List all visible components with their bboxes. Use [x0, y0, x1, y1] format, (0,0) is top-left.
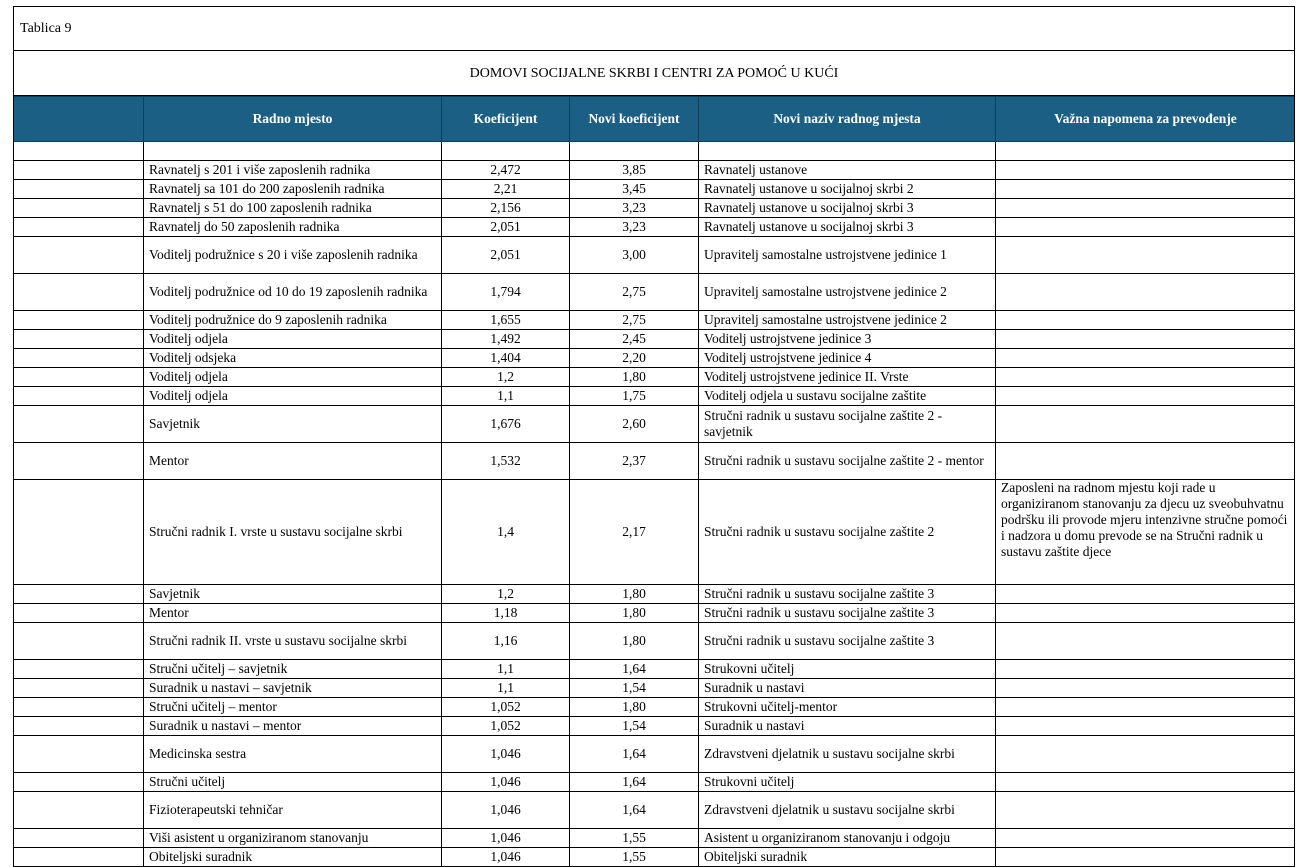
koeficijent-cell: 2,472: [442, 161, 570, 180]
napomena-cell: [996, 585, 1296, 604]
radno-mjesto-cell: Obiteljski suradnik: [144, 848, 442, 867]
napomena-cell: [996, 623, 1296, 660]
radno-mjesto-cell: Savjetnik: [144, 585, 442, 604]
koeficijent-cell: 1,492: [442, 330, 570, 349]
koeficijent-cell: 2,051: [442, 218, 570, 237]
header-radno-mjesto: Radno mjesto: [144, 97, 442, 142]
radno-mjesto-cell: Voditelj podružnice od 10 do 19 zaposlenih radnika: [144, 274, 442, 311]
radno-mjesto-cell: Ravnatelj sa 101 do 200 zaposlenih radnika: [144, 180, 442, 199]
novi-naziv-cell: Asistent u organiziranom stanovanju i odgoju: [699, 829, 996, 848]
napomena-cell: [996, 161, 1296, 180]
table-row: [14, 717, 1296, 736]
napomena-cell: [996, 736, 1296, 773]
row-blank-cell: [14, 660, 144, 679]
table-row: [14, 443, 1296, 480]
novi-koeficijent-cell: 2,37: [570, 443, 699, 480]
novi-koeficijent-cell: 3,23: [570, 199, 699, 218]
koeficijent-cell: 1,655: [442, 311, 570, 330]
row-blank-cell: [14, 585, 144, 604]
napomena-cell: [996, 368, 1296, 387]
novi-koeficijent-cell: 3,85: [570, 161, 699, 180]
novi-naziv-cell: Voditelj ustrojstvene jedinice II. Vrste: [699, 368, 996, 387]
napomena-cell: [996, 660, 1296, 679]
novi-koeficijent-cell: 1,80: [570, 698, 699, 717]
napomena-cell: [996, 218, 1296, 237]
koeficijent-cell: 1,1: [442, 387, 570, 406]
napomena-cell: [996, 698, 1296, 717]
novi-naziv-cell: Zdravstveni djelatnik u sustavu socijalne skrbi: [699, 736, 996, 773]
novi-koeficijent-cell: 2,75: [570, 311, 699, 330]
table-row: [14, 829, 1296, 848]
napomena-cell: [996, 274, 1296, 311]
table-row: [14, 792, 1296, 829]
row-blank-cell: [14, 349, 144, 368]
novi-naziv-cell: Stručni radnik u sustavu socijalne zaštite 2: [699, 480, 996, 585]
table-row: [14, 237, 1296, 274]
koeficijent-cell: 1,2: [442, 368, 570, 387]
koeficijent-cell: 1,404: [442, 349, 570, 368]
napomena-cell: [996, 406, 1296, 443]
novi-koeficijent-cell: 1,55: [570, 848, 699, 867]
novi-koeficijent-cell: 3,00: [570, 237, 699, 274]
koeficijent-cell: 2,051: [442, 237, 570, 274]
novi-naziv-cell: Stručni radnik u sustavu socijalne zaštite 3: [699, 604, 996, 623]
novi-naziv-cell: Ravnatelj ustanove: [699, 161, 996, 180]
row-blank-cell: [14, 480, 144, 585]
novi-naziv-cell: Strukovni učitelj: [699, 773, 996, 792]
radno-mjesto-cell: Voditelj podružnice s 20 i više zaposlenih radnika: [144, 237, 442, 274]
koeficijent-cell: 2,21: [442, 180, 570, 199]
table-title: DOMOVI SOCIJALNE SKRBI I CENTRI ZA POMOĆ U KUĆI: [14, 51, 1294, 96]
table-row: [14, 274, 1296, 311]
empty-cell: [14, 142, 144, 161]
koeficijent-cell: 1,046: [442, 773, 570, 792]
novi-naziv-cell: Voditelj odjela u sustavu socijalne zaštite: [699, 387, 996, 406]
napomena-cell: [996, 848, 1296, 867]
novi-naziv-cell: Voditelj ustrojstvene jedinice 4: [699, 349, 996, 368]
row-blank-cell: [14, 717, 144, 736]
row-blank-cell: [14, 698, 144, 717]
novi-naziv-cell: Strukovni učitelj: [699, 660, 996, 679]
novi-naziv-cell: Voditelj ustrojstvene jedinice 3: [699, 330, 996, 349]
novi-naziv-cell: Stručni radnik u sustavu socijalne zaštite 3: [699, 585, 996, 604]
novi-naziv-cell: Upravitelj samostalne ustrojstvene jedinice 2: [699, 274, 996, 311]
radno-mjesto-cell: Stručni učitelj – mentor: [144, 698, 442, 717]
header-koeficijent: Koeficijent: [442, 97, 570, 142]
header-napomena: Važna napomena za prevođenje: [996, 97, 1296, 142]
novi-koeficijent-cell: 2,20: [570, 349, 699, 368]
napomena-cell: [996, 180, 1296, 199]
novi-koeficijent-cell: 2,17: [570, 480, 699, 585]
koeficijent-cell: 1,052: [442, 698, 570, 717]
novi-koeficijent-cell: 3,23: [570, 218, 699, 237]
radno-mjesto-cell: Suradnik u nastavi – mentor: [144, 717, 442, 736]
koeficijent-cell: 1,4: [442, 480, 570, 585]
koeficijent-cell: 1,046: [442, 792, 570, 829]
novi-koeficijent-cell: 2,60: [570, 406, 699, 443]
novi-naziv-cell: Upravitelj samostalne ustrojstvene jedinice 1: [699, 237, 996, 274]
novi-naziv-cell: Ravnatelj ustanove u socijalnoj skrbi 3: [699, 218, 996, 237]
koeficijent-cell: 1,16: [442, 623, 570, 660]
novi-koeficijent-cell: 1,80: [570, 623, 699, 660]
empty-cell: [996, 142, 1296, 161]
radno-mjesto-cell: Mentor: [144, 443, 442, 480]
header-blank: [14, 97, 144, 142]
row-blank-cell: [14, 161, 144, 180]
table-row: [14, 349, 1296, 368]
novi-naziv-cell: Ravnatelj ustanove u socijalnoj skrbi 3: [699, 199, 996, 218]
row-blank-cell: [14, 218, 144, 237]
koeficijent-cell: 1,1: [442, 660, 570, 679]
novi-koeficijent-cell: 1,55: [570, 829, 699, 848]
napomena-cell: [996, 773, 1296, 792]
radno-mjesto-cell: Savjetnik: [144, 406, 442, 443]
novi-koeficijent-cell: 1,54: [570, 679, 699, 698]
table-row: [14, 585, 1296, 604]
row-blank-cell: [14, 848, 144, 867]
napomena-cell: [996, 387, 1296, 406]
novi-naziv-cell: Stručni radnik u sustavu socijalne zaštite 2 - savjetnik: [699, 406, 996, 443]
napomena-cell: [996, 199, 1296, 218]
novi-naziv-cell: Stručni radnik u sustavu socijalne zaštite 2 - mentor: [699, 443, 996, 480]
novi-koeficijent-cell: 1,64: [570, 660, 699, 679]
row-blank-cell: [14, 792, 144, 829]
napomena-cell: [996, 829, 1296, 848]
novi-naziv-cell: Zdravstveni djelatnik u sustavu socijalne skrbi: [699, 792, 996, 829]
radno-mjesto-cell: Viši asistent u organiziranom stanovanju: [144, 829, 442, 848]
koeficijent-cell: 1,532: [442, 443, 570, 480]
koeficijent-cell: 1,2: [442, 585, 570, 604]
napomena-cell: [996, 443, 1296, 480]
novi-koeficijent-cell: 1,75: [570, 387, 699, 406]
radno-mjesto-cell: Voditelj odjela: [144, 368, 442, 387]
row-blank-cell: [14, 311, 144, 330]
koeficijent-cell: 1,18: [442, 604, 570, 623]
table-row: [14, 623, 1296, 660]
row-blank-cell: [14, 679, 144, 698]
table-row: [14, 368, 1296, 387]
row-blank-cell: [14, 274, 144, 311]
novi-koeficijent-cell: 1,64: [570, 792, 699, 829]
radno-mjesto-cell: Voditelj odjela: [144, 330, 442, 349]
header-novi-naziv: Novi naziv radnog mjesta: [699, 97, 996, 142]
napomena-cell: Zaposleni na radnom mjestu koji rade u organiziranom stanovanju za djecu uz sveobuhvatnu podršku ili provode mjeru intenzivne stručne pomoći i nadzora u domu prevode se na Stručni radnik u sustavu zaštite djece: [996, 480, 1296, 585]
table-row: [14, 406, 1296, 443]
radno-mjesto-cell: Medicinska sestra: [144, 736, 442, 773]
napomena-cell: [996, 237, 1296, 274]
empty-cell: [570, 142, 699, 161]
table-row: [14, 180, 1296, 199]
empty-cell: [699, 142, 996, 161]
radno-mjesto-cell: Stručni radnik II. vrste u sustavu socijalne skrbi: [144, 623, 442, 660]
napomena-cell: [996, 330, 1296, 349]
napomena-cell: [996, 311, 1296, 330]
row-blank-cell: [14, 773, 144, 792]
table-row: [14, 480, 1296, 585]
table-row: [14, 773, 1296, 792]
empty-cell: [442, 142, 570, 161]
radno-mjesto-cell: Ravnatelj s 51 do 100 zaposlenih radnika: [144, 199, 442, 218]
table-row: [14, 199, 1296, 218]
table-row: [14, 604, 1296, 623]
row-blank-cell: [14, 368, 144, 387]
novi-naziv-cell: Upravitelj samostalne ustrojstvene jedinice 2: [699, 311, 996, 330]
novi-koeficijent-cell: 1,64: [570, 736, 699, 773]
table-row: [14, 311, 1296, 330]
table-row: [14, 679, 1296, 698]
row-blank-cell: [14, 237, 144, 274]
koeficijent-cell: 1,052: [442, 717, 570, 736]
radno-mjesto-cell: Ravnatelj do 50 zaposlenih radnika: [144, 218, 442, 237]
empty-row: [14, 142, 1296, 161]
koeficijent-cell: 1,794: [442, 274, 570, 311]
table-row: [14, 660, 1296, 679]
table-row: [14, 736, 1296, 773]
table-row: [14, 330, 1296, 349]
napomena-cell: [996, 717, 1296, 736]
novi-naziv-cell: Ravnatelj ustanove u socijalnoj skrbi 2: [699, 180, 996, 199]
row-blank-cell: [14, 829, 144, 848]
novi-naziv-cell: Suradnik u nastavi: [699, 679, 996, 698]
novi-naziv-cell: Stručni radnik u sustavu socijalne zaštite 3: [699, 623, 996, 660]
row-blank-cell: [14, 406, 144, 443]
row-blank-cell: [14, 736, 144, 773]
radno-mjesto-cell: Voditelj podružnice do 9 zaposlenih radnika: [144, 311, 442, 330]
radno-mjesto-cell: Fizioterapeutski tehničar: [144, 792, 442, 829]
coefficient-table: [13, 96, 1295, 867]
table-row: [14, 848, 1296, 867]
table-row: [14, 698, 1296, 717]
novi-koeficijent-cell: 1,64: [570, 773, 699, 792]
row-blank-cell: [14, 604, 144, 623]
radno-mjesto-cell: Voditelj odsjeka: [144, 349, 442, 368]
row-blank-cell: [14, 443, 144, 480]
radno-mjesto-cell: Stručni radnik I. vrste u sustavu socijalne skrbi: [144, 480, 442, 585]
table-row: [14, 161, 1296, 180]
novi-koeficijent-cell: 3,45: [570, 180, 699, 199]
novi-naziv-cell: Obiteljski suradnik: [699, 848, 996, 867]
novi-naziv-cell: Suradnik u nastavi: [699, 717, 996, 736]
novi-koeficijent-cell: 1,80: [570, 368, 699, 387]
table-frame: [13, 6, 1295, 867]
radno-mjesto-cell: Voditelj odjela: [144, 387, 442, 406]
header-novi-koeficijent: Novi koeficijent: [570, 97, 699, 142]
radno-mjesto-cell: Stručni učitelj: [144, 773, 442, 792]
radno-mjesto-cell: Suradnik u nastavi – savjetnik: [144, 679, 442, 698]
napomena-cell: [996, 679, 1296, 698]
novi-koeficijent-cell: 1,80: [570, 585, 699, 604]
napomena-cell: [996, 604, 1296, 623]
empty-cell: [144, 142, 442, 161]
napomena-cell: [996, 349, 1296, 368]
koeficijent-cell: 1,046: [442, 736, 570, 773]
koeficijent-cell: 1,1: [442, 679, 570, 698]
table-caption: Tablica 9: [14, 7, 1294, 51]
koeficijent-cell: 1,046: [442, 829, 570, 848]
radno-mjesto-cell: Stručni učitelj – savjetnik: [144, 660, 442, 679]
napomena-cell: [996, 792, 1296, 829]
novi-koeficijent-cell: 1,80: [570, 604, 699, 623]
radno-mjesto-cell: Ravnatelj s 201 i više zaposlenih radnika: [144, 161, 442, 180]
table-row: [14, 218, 1296, 237]
row-blank-cell: [14, 180, 144, 199]
novi-koeficijent-cell: 2,75: [570, 274, 699, 311]
row-blank-cell: [14, 199, 144, 218]
row-blank-cell: [14, 387, 144, 406]
novi-koeficijent-cell: 1,54: [570, 717, 699, 736]
koeficijent-cell: 2,156: [442, 199, 570, 218]
koeficijent-cell: 1,676: [442, 406, 570, 443]
table-row: [14, 387, 1296, 406]
header-row: [14, 97, 1296, 142]
novi-koeficijent-cell: 2,45: [570, 330, 699, 349]
radno-mjesto-cell: Mentor: [144, 604, 442, 623]
row-blank-cell: [14, 330, 144, 349]
koeficijent-cell: 1,046: [442, 848, 570, 867]
row-blank-cell: [14, 623, 144, 660]
novi-naziv-cell: Strukovni učitelj-mentor: [699, 698, 996, 717]
